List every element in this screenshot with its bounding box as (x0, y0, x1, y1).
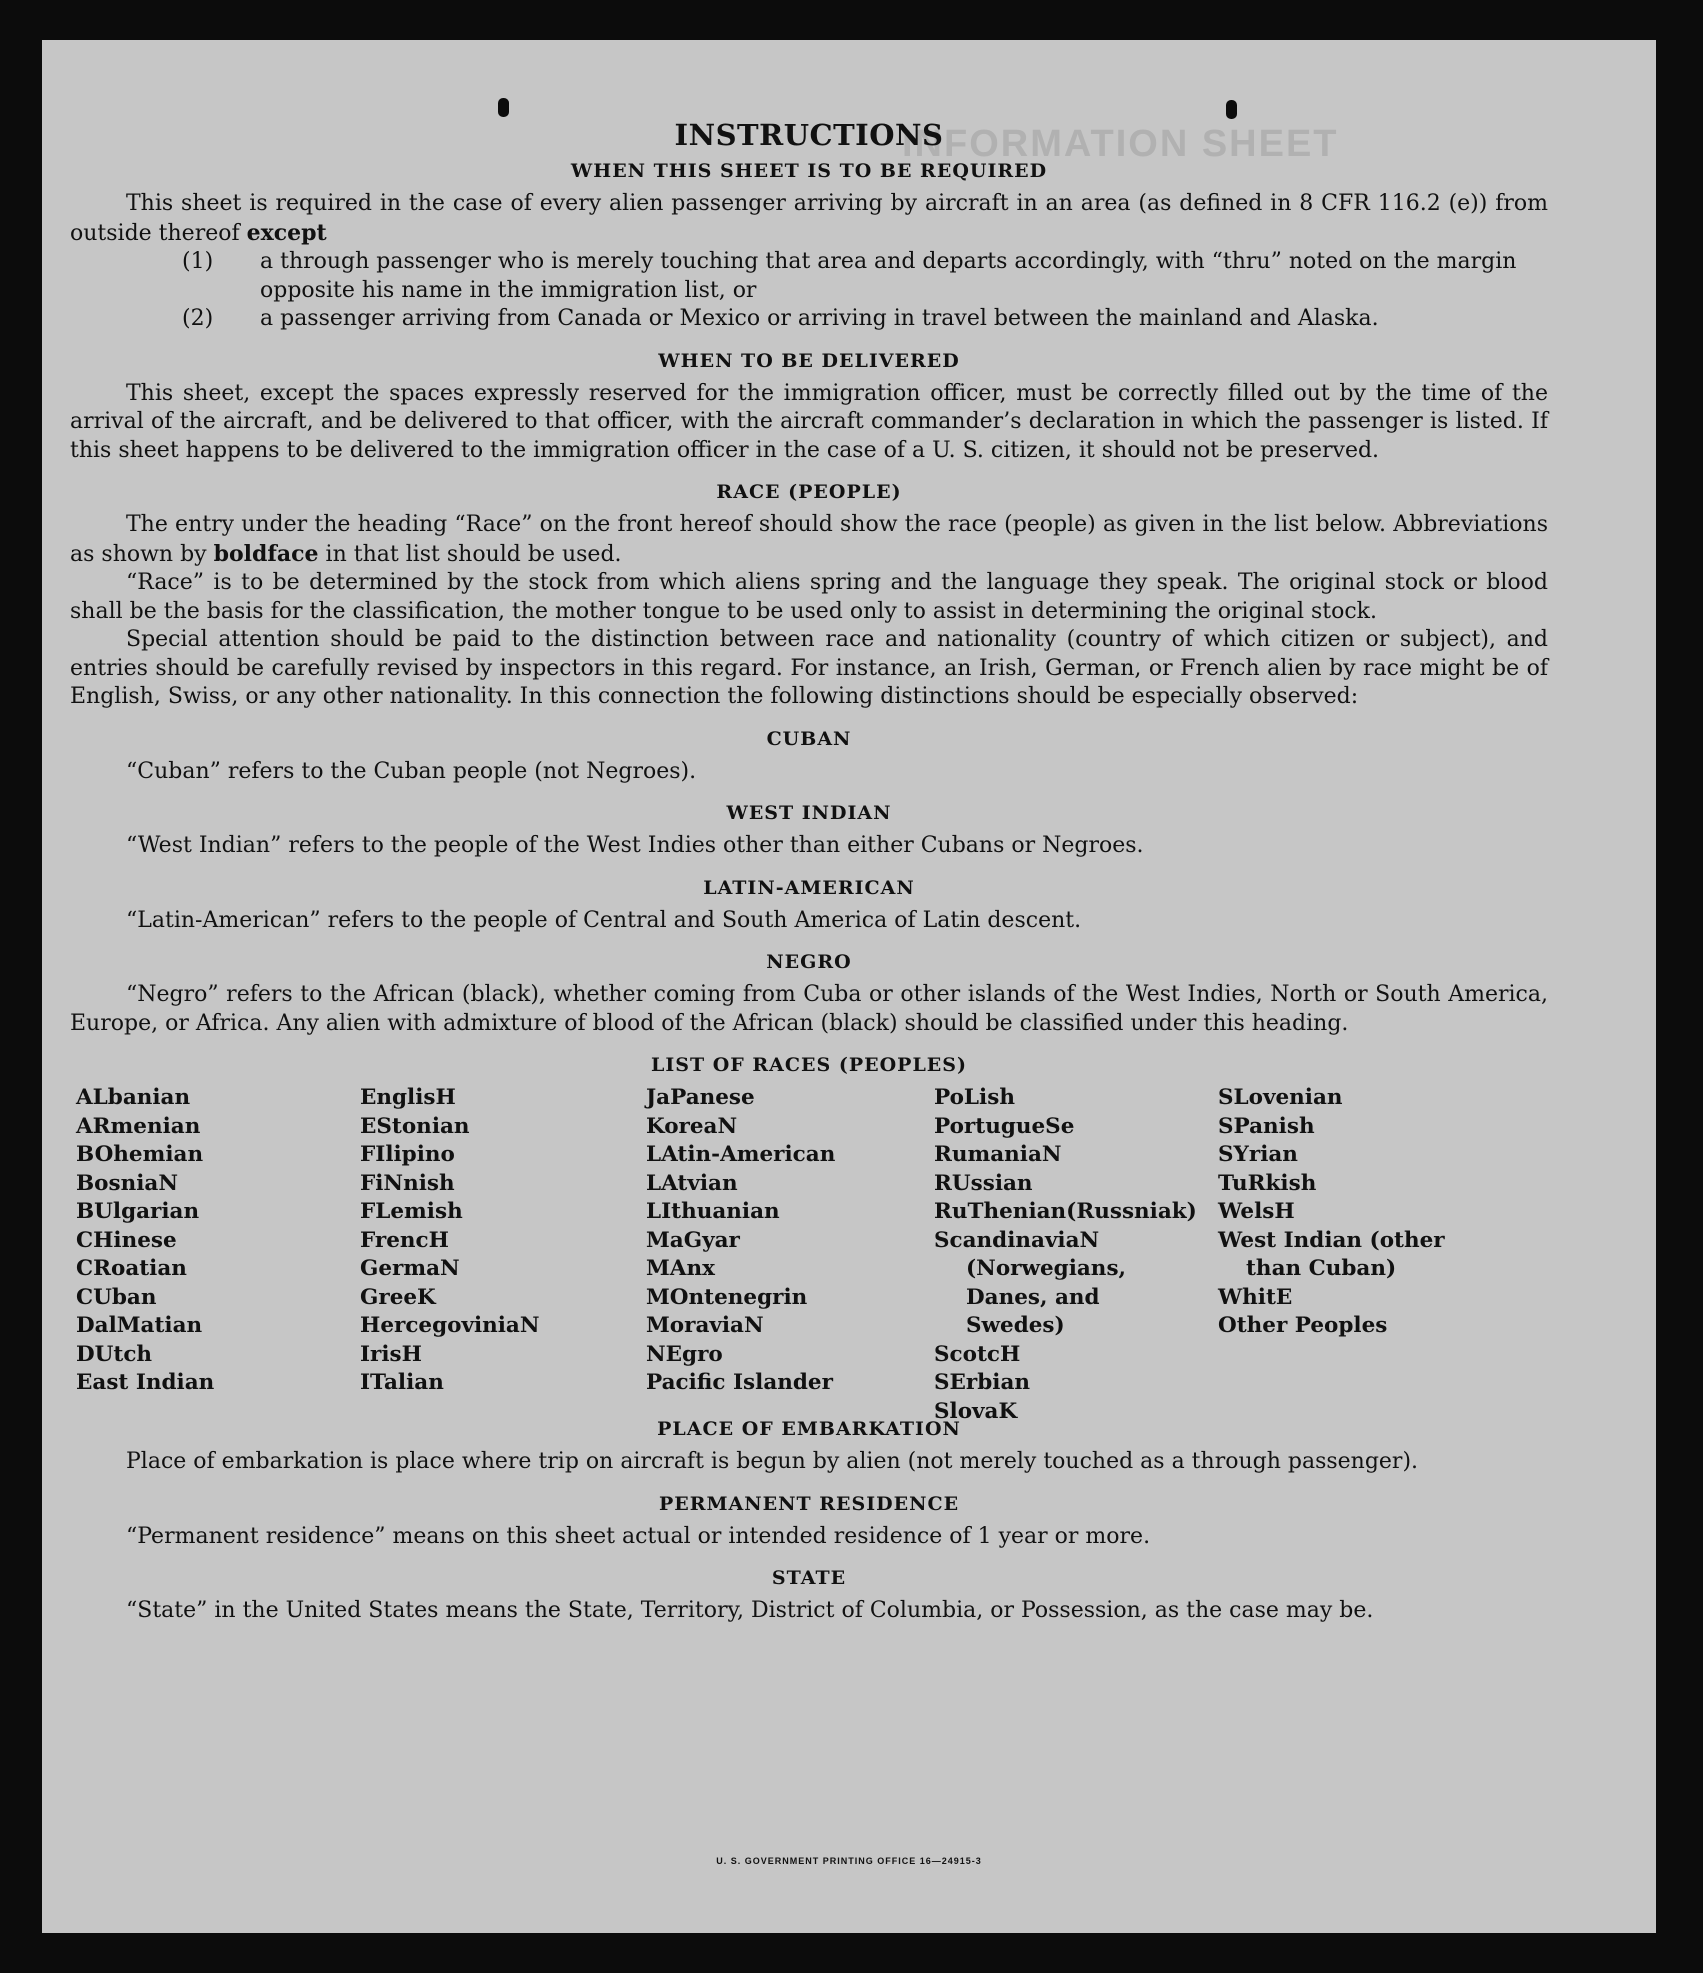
race-entry: LAtin-American (646, 1142, 836, 1167)
race-paragraph-2: “Race” is to be determined by the stock from which aliens spring and the language they speak. The original stock or blood shall be the basis for the classification, the mother tongue to be used only to assist in determining the original stock. (70, 570, 1548, 624)
state-text: “State” in the United States means the State, Territory, District of Columbia, or Possession, as the case may be. (126, 1598, 1374, 1623)
section-heading-when-delivered: WHEN TO BE DELIVERED (658, 349, 960, 372)
race-entry: SLovenian (1218, 1085, 1343, 1110)
race-entry: ScandinaviaN (Norwegians, Danes, and Swedes) (934, 1227, 1127, 1338)
race-entry: CUban (76, 1284, 157, 1310)
race-entry: EnglisH (360, 1085, 456, 1110)
instructions-content (70, 118, 1548, 1626)
race-entry: CHinese (76, 1227, 177, 1253)
race-entry: LAtvian (646, 1170, 738, 1196)
races-column-1 (76, 1084, 346, 1398)
race-entry: FIlipino (360, 1142, 455, 1167)
exception-item: (2) a passenger arriving from Canada or Mexico or arriving in travel between the mainland and Alaska. (182, 306, 1379, 331)
permanent-residence-text: “Permanent residence” means on this sheet actual or intended residence of 1 year or more. (126, 1523, 1151, 1549)
race-paragraph-3: Special attention should be paid to the distinction between race and nationality (country of which citizen or subject), and entries should be carefully revised by inspectors in this regard. For instance, an Irish, German, or French alien by race might be of English, Swiss, or any other nationality. In this connection the following distinctions should be especially observed: (70, 627, 1548, 709)
printing-office-footer: U. S. GOVERNMENT PRINTING OFFICE 16—24915-3 (716, 1856, 982, 1866)
race-entry: ITalian (360, 1370, 444, 1395)
section-heading-cuban: CUBAN (766, 727, 852, 750)
race-entry: SlovaK (934, 1398, 1018, 1424)
race-entry: RuThenian(Russniak) (934, 1199, 1197, 1224)
race-entry: GreeK (360, 1284, 436, 1310)
section-heading-negro: NEGRO (766, 951, 852, 973)
race-entry: DalMatian (76, 1313, 203, 1338)
race-entry: Pacific Islander (646, 1370, 833, 1395)
when-delivered-text: This sheet, except the spaces expressly reserved for the immigration officer, must be correctly filled out by the time of the arrival of the aircraft, and be delivered to that officer, with the aircraft commander’s declaration in which the passenger is listed. If this sheet happens to be delivered to the immigration officer in the case of a U. S. citizen, it should not be preserved. (70, 380, 1548, 463)
race-entry: PoLish (934, 1085, 1015, 1110)
west-indian-text: “West Indian” refers to the people of the West Indies other than either Cubans or Negroes. (126, 833, 1144, 858)
race-entry: NEgro (646, 1341, 723, 1367)
race-entry: TuRkish (1218, 1170, 1317, 1196)
race-entry: WhitE (1218, 1284, 1293, 1310)
bleed-through-title: INFORMATION SHEET (902, 123, 1339, 165)
race-entry: KoreaN (646, 1113, 738, 1139)
document-page (42, 40, 1656, 1933)
punch-hole-right (1226, 100, 1237, 119)
race-entry: RUssian (934, 1170, 1033, 1196)
race-entry: MoraviaN (646, 1313, 764, 1338)
race-entry: BUlgarian (76, 1199, 200, 1224)
embarkation-text: Place of embarkation is place where trip on aircraft is begun by alien (not merely touched as a through passenger). (126, 1449, 1419, 1474)
race-entry: ARmenian (76, 1113, 201, 1139)
latin-american-text: “Latin-American” refers to the people of Central and South America of Latin descent. (126, 907, 1082, 933)
race-entry: RumaniaN (934, 1142, 1062, 1167)
race-entry: BosniaN (76, 1170, 178, 1196)
race-paragraph-1: The entry under the heading “Race” on the front hereof should show the race (people) as given in the list below. Abbreviations as shown by boldface in that list should be used. (70, 512, 1548, 567)
race-entry: IrisH (360, 1341, 422, 1367)
race-entry: SYrian (1218, 1142, 1298, 1167)
races-column-4 (934, 1084, 1202, 1426)
section-heading-embarkation: PLACE OF EMBARKATION (657, 1418, 961, 1440)
race-entry: EStonian (360, 1113, 470, 1139)
exception-item: (1) a through passenger who is merely touching that area and departs accordingly, with “thru” noted on the margin opposite his name in the immigration list, or (182, 249, 1517, 303)
when-required-intro: This sheet is required in the case of every alien passenger arriving by aircraft in an area (as defined in 8 CFR 116.2 (e)) from outside thereof except (70, 191, 1548, 246)
race-entry: BOhemian (76, 1142, 204, 1167)
race-entry: CRoatian (76, 1256, 187, 1281)
race-entry: FiNnish (360, 1170, 455, 1196)
section-heading-list-of-races: LIST OF RACES (PEOPLES) (651, 1054, 967, 1076)
race-entry: WelsH (1218, 1199, 1295, 1224)
race-entry: SPanish (1218, 1113, 1315, 1139)
races-column-3 (646, 1084, 926, 1398)
race-entry: MaGyar (646, 1227, 740, 1253)
races-list (70, 1084, 1548, 1424)
race-entry: ScotcH (934, 1341, 1021, 1367)
race-entry: Other Peoples (1218, 1313, 1388, 1338)
race-entry: ALbanian (76, 1085, 191, 1110)
race-entry: GermaN (360, 1256, 460, 1281)
race-entry: LIthuanian (646, 1199, 780, 1224)
race-entry: FrencH (360, 1227, 449, 1253)
race-entry: PortugueSe (934, 1113, 1075, 1139)
race-entry: East Indian (76, 1370, 215, 1395)
race-entry: West Indian (other than Cuban) (1218, 1227, 1445, 1281)
race-entry: DUtch (76, 1341, 153, 1367)
section-heading-permanent-residence: PERMANENT RESIDENCE (658, 1492, 960, 1515)
race-entry: FLemish (360, 1199, 463, 1224)
punch-hole-left (498, 98, 509, 117)
page-title: INSTRUCTIONS (674, 118, 944, 152)
race-entry: MOntenegrin (646, 1284, 808, 1310)
cuban-text: “Cuban” refers to the Cuban people (not Negroes). (126, 758, 697, 784)
section-heading-state: STATE (771, 1567, 847, 1589)
races-column-2 (360, 1084, 630, 1398)
section-heading-race: RACE (PEOPLE) (716, 481, 902, 503)
section-heading-latin-american: LATIN-AMERICAN (703, 876, 915, 899)
race-entry: JaPanese (646, 1085, 755, 1110)
race-entry: HercegoviniaN (360, 1313, 540, 1338)
section-heading-west-indian: WEST INDIAN (726, 802, 892, 824)
race-entry: SErbian (934, 1370, 1031, 1395)
races-column-5 (1218, 1084, 1488, 1341)
section-heading-when-required: WHEN THIS SHEET IS TO BE REQUIRED (570, 160, 1048, 182)
race-entry: MAnx (646, 1256, 715, 1281)
negro-text: “Negro” refers to the African (black), whether coming from Cuba or other islands of the West Indies, North or South America, Europe, or Africa. Any alien with admixture of blood of the African (black) should be classified under this heading. (70, 982, 1548, 1036)
